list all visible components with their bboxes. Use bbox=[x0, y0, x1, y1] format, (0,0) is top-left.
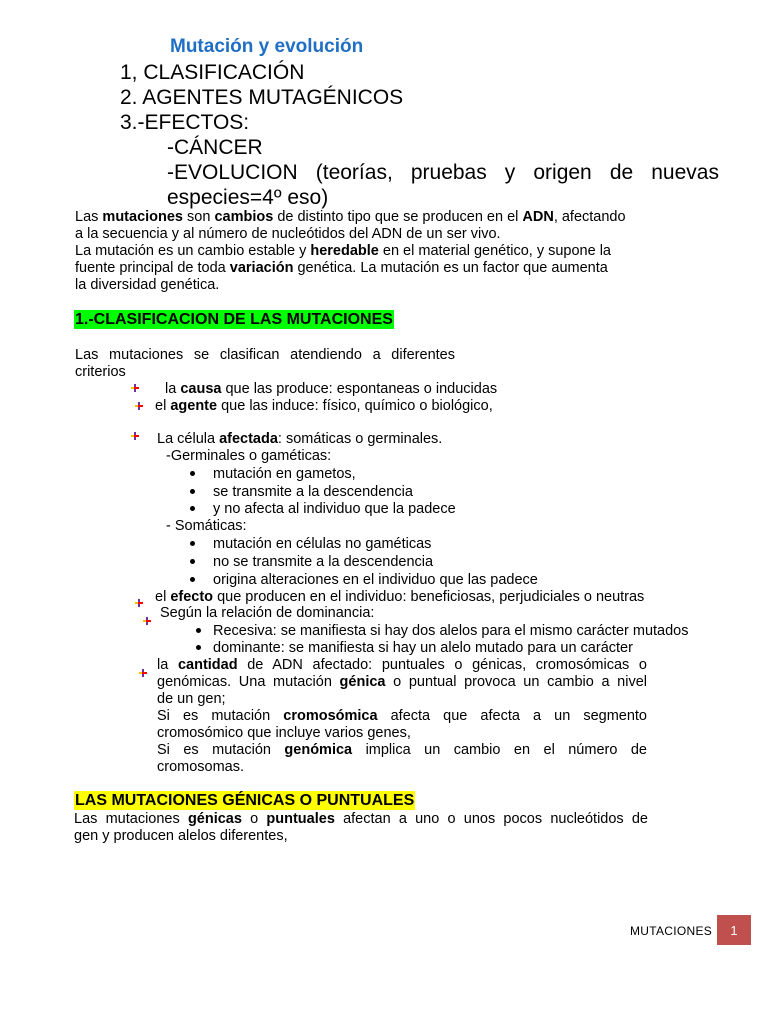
text: La célula bbox=[157, 431, 220, 447]
text: de distinto tipo que se producen en el bbox=[273, 209, 523, 225]
text: fuente principal de toda bbox=[75, 260, 230, 276]
text: mutaciones bbox=[109, 347, 184, 363]
text: la bbox=[165, 381, 181, 397]
text: afectan a uno o unos pocos nucleótidos de bbox=[334, 811, 648, 827]
text: La mutación es un cambio estable y bbox=[75, 243, 311, 259]
section-heading-genicas bbox=[74, 792, 415, 810]
paragraph-line bbox=[74, 811, 648, 828]
bullet-dot bbox=[196, 628, 201, 633]
toc-item-1: 1, CLASIFICACIÓN bbox=[120, 61, 305, 84]
text: , afectando bbox=[553, 209, 626, 225]
criterion-agente bbox=[155, 398, 493, 415]
paragraph-line: gen y producen alelos diferentes, bbox=[74, 828, 288, 844]
toc-item-5-line2: especies=4º eso) bbox=[167, 186, 329, 209]
text: el bbox=[155, 398, 171, 414]
text: el bbox=[155, 589, 171, 605]
plus-bullet-icon bbox=[135, 599, 143, 607]
bold-term: puntuales bbox=[266, 811, 335, 827]
section-heading-clasificacion bbox=[74, 311, 394, 329]
list-item: se transmite a la descendencia bbox=[213, 484, 413, 500]
text: Si es mutación bbox=[157, 708, 284, 724]
toc-item-2: 2. AGENTES MUTAGÉNICOS bbox=[120, 86, 404, 109]
list-item: y no afecta al individuo que la padece bbox=[213, 501, 456, 517]
plus-bullet-icon bbox=[131, 384, 139, 392]
bold-term: mutaciones bbox=[102, 209, 184, 225]
text: Las bbox=[75, 209, 103, 225]
plus-bullet-icon bbox=[135, 402, 143, 410]
cantidad-line: cromosómico que incluye varios genes, bbox=[157, 725, 411, 741]
bold-term: agente bbox=[170, 398, 218, 414]
intro-line bbox=[75, 209, 626, 226]
cantidad-line bbox=[157, 742, 647, 759]
toc-word: nuevas bbox=[651, 161, 719, 184]
text: o bbox=[241, 811, 267, 827]
intro-line bbox=[75, 260, 608, 277]
intro-line bbox=[75, 243, 611, 260]
criteria-line bbox=[75, 347, 455, 364]
bold-term: cromosómica bbox=[283, 708, 378, 724]
toc-word: (teorías, bbox=[315, 161, 393, 184]
bullet-dot bbox=[190, 489, 195, 494]
criterion-cantidad bbox=[157, 657, 647, 776]
page-number-badge: 1 bbox=[717, 915, 751, 945]
text: que las produce: espontaneas o inducidas bbox=[221, 381, 498, 397]
plus-bullet-icon bbox=[131, 432, 139, 440]
text: de ADN afectado: puntuales o génicas, cromosómicas o bbox=[237, 657, 647, 673]
text: son bbox=[183, 209, 215, 225]
document-title: Mutación y evolución bbox=[170, 36, 364, 57]
list-item: dominante: se manifiesta si hay un alelo mutado para un carácter bbox=[213, 640, 633, 656]
criterion-dominancia: Según la relación de dominancia: bbox=[160, 605, 375, 621]
toc-word: -EVOLUCION bbox=[167, 161, 298, 184]
text: diferentes bbox=[391, 347, 455, 363]
toc-word: y bbox=[504, 161, 516, 184]
bold-term: cantidad bbox=[177, 657, 238, 673]
text: la bbox=[157, 657, 178, 673]
bold-term: heredable bbox=[310, 243, 379, 259]
heading-text: 1.-CLASIFICACION DE LAS MUTACIONES bbox=[75, 311, 393, 328]
text: afecta que afecta a un segmento bbox=[377, 708, 647, 724]
criterion-celula bbox=[157, 431, 442, 448]
criteria-line: criterios bbox=[75, 364, 126, 380]
text: en el material genético, y supone la bbox=[378, 243, 612, 259]
germinales-label: -Germinales o gaméticas: bbox=[166, 448, 332, 464]
intro-line: la diversidad genética. bbox=[75, 277, 220, 293]
text: genómicas. Una mutación bbox=[157, 674, 340, 690]
bullet-dot bbox=[190, 541, 195, 546]
text: se bbox=[193, 347, 210, 363]
bold-term: efecto bbox=[170, 589, 214, 605]
toc-item-4: -CÁNCER bbox=[167, 136, 263, 159]
intro-line: a la secuencia y al número de nucleótidos del ADN de un ser vivo. bbox=[75, 226, 501, 242]
toc-item-3: 3.-EFECTOS: bbox=[120, 111, 250, 134]
bullet-dot bbox=[190, 577, 195, 582]
cantidad-line bbox=[157, 657, 647, 674]
criterion-causa bbox=[165, 381, 497, 398]
list-item: Recesiva: se manifiesta si hay dos alelos para el mismo carácter mutados bbox=[213, 623, 689, 639]
text: genética. La mutación es un factor que aumenta bbox=[293, 260, 608, 276]
cantidad-line: cromosomas. bbox=[157, 759, 245, 775]
footer-label: MUTACIONES bbox=[630, 924, 713, 938]
list-item: origina alteraciones en el individuo que las padece bbox=[213, 572, 538, 588]
text: : somáticas o germinales. bbox=[277, 431, 443, 447]
bullet-dot bbox=[190, 559, 195, 564]
text: Las bbox=[75, 347, 99, 363]
text: a bbox=[372, 347, 381, 363]
text: Si es mutación bbox=[157, 742, 285, 758]
toc-item-5-line1 bbox=[167, 160, 719, 185]
cantidad-line bbox=[157, 674, 647, 691]
bullet-dot bbox=[190, 506, 195, 511]
cantidad-line: de un gen; bbox=[157, 691, 226, 707]
bold-term: variación bbox=[229, 260, 294, 276]
heading-text: LAS MUTACIONES GÉNICAS O PUNTUALES bbox=[75, 792, 415, 809]
text: que producen en el individuo: beneficiosas, perjudiciales o neutras bbox=[213, 589, 645, 605]
bold-term: genómica bbox=[284, 742, 353, 758]
bullet-dot bbox=[196, 645, 201, 650]
bold-term: ADN bbox=[522, 209, 554, 225]
bullet-dot bbox=[190, 471, 195, 476]
list-item: mutación en gametos, bbox=[213, 466, 356, 482]
criterion-efecto bbox=[155, 589, 644, 606]
text: implica un cambio en el número de bbox=[352, 742, 647, 758]
text: o puntual provoca un cambio a nivel bbox=[385, 674, 648, 690]
toc-word: de bbox=[609, 161, 634, 184]
text: clasifican bbox=[219, 347, 280, 363]
text: que las induce: físico, químico o biológico, bbox=[217, 398, 493, 414]
bold-term: génica bbox=[339, 674, 386, 690]
bold-term: génicas bbox=[187, 811, 242, 827]
list-item: no se transmite a la descendencia bbox=[213, 554, 434, 570]
text: atendiendo bbox=[290, 347, 362, 363]
plus-bullet-icon bbox=[143, 617, 151, 625]
bold-term: cambios bbox=[214, 209, 274, 225]
toc-word: origen bbox=[533, 161, 592, 184]
section2-paragraph bbox=[74, 811, 648, 845]
text: Las mutaciones bbox=[74, 811, 188, 827]
list-item: mutación en células no gaméticas bbox=[213, 536, 432, 552]
cantidad-line bbox=[157, 708, 647, 725]
bold-term: causa bbox=[180, 381, 222, 397]
bold-term: afectada bbox=[219, 431, 278, 447]
plus-bullet-icon bbox=[139, 669, 147, 677]
somaticas-label: - Somáticas: bbox=[166, 518, 247, 534]
toc-word: pruebas bbox=[410, 161, 487, 184]
